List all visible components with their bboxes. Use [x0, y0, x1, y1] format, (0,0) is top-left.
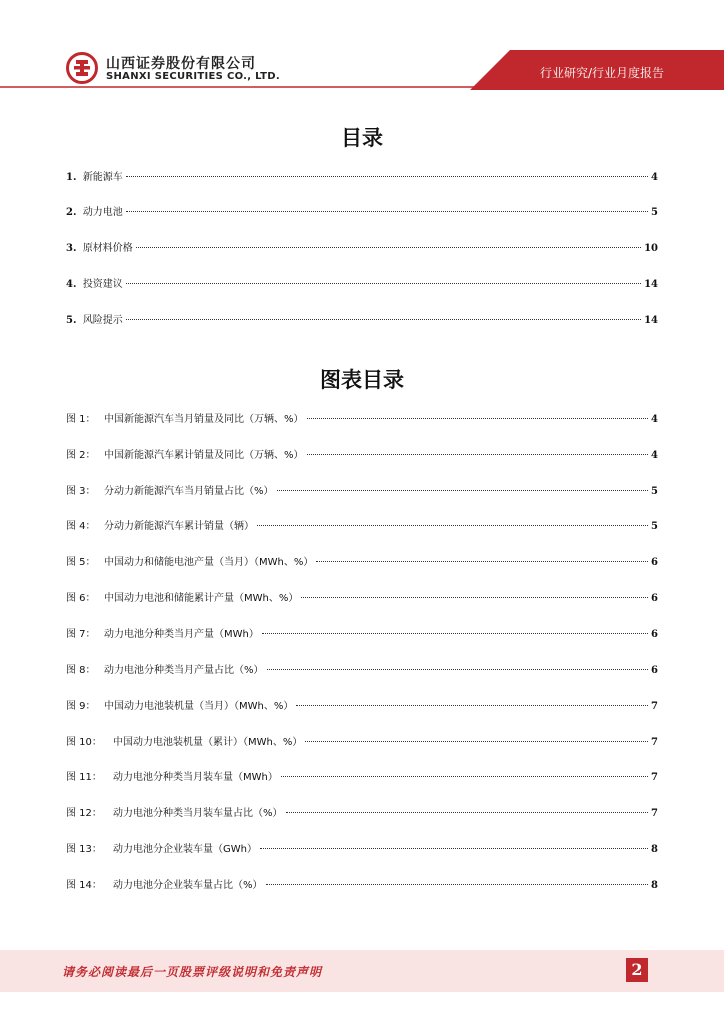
figure-item-label: 动力电池分企业装车量（GWh）	[113, 844, 257, 855]
figure-item[interactable]	[66, 768, 658, 784]
figure-item-page: 5	[651, 486, 658, 497]
toc-item[interactable]	[66, 275, 658, 291]
dot-leader	[260, 847, 648, 849]
dot-leader	[262, 632, 648, 634]
shanxi-securities-logo-icon	[66, 52, 98, 84]
figure-item[interactable]	[66, 589, 658, 605]
company-name-en: SHANXI SECURITIES CO., LTD.	[106, 71, 280, 82]
figures-title: 图表目录	[320, 368, 404, 392]
figure-item-number: 图 12：	[66, 808, 102, 819]
figure-item-number: 图 1：	[66, 414, 96, 425]
figure-item-label: 中国动力电池和储能累计产量（MWh、%）	[104, 593, 299, 604]
figure-item[interactable]	[66, 482, 658, 498]
toc-item-number: 3.	[66, 243, 77, 254]
dot-leader	[277, 489, 649, 491]
dot-leader	[126, 282, 641, 284]
figure-item-number: 图 8：	[66, 665, 96, 676]
figure-item-page: 4	[651, 414, 658, 425]
figure-item[interactable]	[66, 661, 658, 677]
dot-leader	[281, 775, 648, 777]
figure-item-page: 8	[651, 880, 658, 891]
figure-item-label: 中国新能源汽车当月销量及同比（万辆、%）	[104, 414, 304, 425]
figure-item-label: 中国动力电池装机量（当月）（MWh、%）	[104, 701, 294, 712]
dot-leader	[305, 740, 648, 742]
figure-item-page: 6	[651, 593, 658, 604]
figure-item[interactable]	[66, 517, 658, 533]
figure-item-page: 5	[651, 521, 658, 532]
figure-item-number: 图 6：	[66, 593, 96, 604]
toc-item-number: 5.	[66, 315, 77, 326]
dot-leader	[301, 596, 648, 598]
figure-item-label: 中国新能源汽车累计销量及同比（万辆、%）	[104, 450, 304, 461]
toc-item[interactable]	[66, 168, 658, 184]
figure-item-number: 图 4：	[66, 521, 96, 532]
dot-leader	[126, 318, 641, 320]
figure-item-label: 动力电池分种类当月装车量占比（%）	[113, 808, 283, 819]
toc-item-number: 1.	[66, 172, 77, 183]
toc-item-label: 风险提示	[82, 315, 123, 326]
dot-leader	[267, 668, 649, 670]
toc-item[interactable]	[66, 311, 658, 327]
toc-item-label: 投资建议	[82, 279, 123, 290]
dot-leader	[126, 175, 648, 177]
figure-item[interactable]	[66, 446, 658, 462]
toc-item-label: 原材料价格	[82, 243, 133, 254]
figure-item[interactable]	[66, 804, 658, 820]
figure-item-number: 图 14：	[66, 880, 102, 891]
dot-leader	[286, 811, 649, 813]
figure-item[interactable]	[66, 410, 658, 426]
toc-item[interactable]	[66, 203, 658, 219]
toc-item-page: 14	[644, 315, 658, 326]
figure-item-label: 动力电池分种类当月装车量（MWh）	[113, 772, 278, 783]
dot-leader	[296, 704, 648, 706]
dot-leader	[136, 246, 641, 248]
figure-item-page: 4	[651, 450, 658, 461]
toc-title: 目录	[341, 126, 383, 150]
figure-item[interactable]	[66, 840, 658, 856]
toc-item[interactable]	[66, 239, 658, 255]
figure-item-label: 动力电池分企业装车量占比（%）	[113, 880, 263, 891]
figure-item-number: 图 13：	[66, 844, 102, 855]
figure-item-number: 图 10：	[66, 737, 102, 748]
figure-item[interactable]	[66, 733, 658, 749]
page-number: 2	[626, 958, 648, 982]
figure-item-label: 动力电池分种类当月产量（MWh）	[104, 629, 259, 640]
dot-leader	[266, 883, 649, 885]
figure-item-page: 7	[651, 772, 658, 783]
figure-item-page: 6	[651, 629, 658, 640]
disclaimer-link[interactable]: 请务必阅读最后一页股票评级说明和免责声明	[62, 965, 323, 979]
dot-leader	[307, 417, 649, 419]
figure-item-number: 图 11：	[66, 772, 102, 783]
figure-item-page: 7	[651, 737, 658, 748]
figure-item[interactable]	[66, 625, 658, 641]
figure-item-number: 图 2：	[66, 450, 96, 461]
company-name-cn: 山西证券股份有限公司	[106, 56, 256, 72]
toc-item-page: 4	[651, 172, 658, 183]
figure-item[interactable]	[66, 697, 658, 713]
toc-item-label: 新能源车	[82, 172, 123, 183]
toc-item-label: 动力电池	[82, 207, 123, 218]
figure-item-label: 分动力新能源汽车累计销量（辆）	[104, 521, 254, 532]
toc-item-page: 10	[644, 243, 658, 254]
figure-item-page: 6	[651, 557, 658, 568]
toc-item-number: 2.	[66, 207, 77, 218]
report-type: 行业研究/行业月度报告	[539, 66, 664, 80]
figure-item-page: 6	[651, 665, 658, 676]
dot-leader	[307, 453, 649, 455]
toc-item-page: 5	[651, 207, 658, 218]
figure-item-label: 中国动力和储能电池产量（当月）（MWh、%）	[104, 557, 314, 568]
figure-item-page: 7	[651, 701, 658, 712]
figure-item-label: 分动力新能源汽车当月销量占比（%）	[104, 486, 274, 497]
figure-item-label: 动力电池分种类当月产量占比（%）	[104, 665, 264, 676]
figure-item-number: 图 3：	[66, 486, 96, 497]
toc-item-number: 4.	[66, 279, 77, 290]
toc-item-page: 14	[644, 279, 658, 290]
page-header	[0, 0, 724, 100]
dot-leader	[257, 524, 648, 526]
figure-item[interactable]	[66, 876, 658, 892]
figure-item-label: 中国动力电池装机量（累计）（MWh、%）	[113, 737, 303, 748]
figure-item-page: 7	[651, 808, 658, 819]
dot-leader	[126, 210, 648, 212]
figure-item-number: 图 5：	[66, 557, 96, 568]
figure-item-number: 图 9：	[66, 701, 96, 712]
figure-item-page: 8	[651, 844, 658, 855]
dot-leader	[316, 560, 648, 562]
figure-item[interactable]	[66, 553, 658, 569]
figure-item-number: 图 7：	[66, 629, 96, 640]
